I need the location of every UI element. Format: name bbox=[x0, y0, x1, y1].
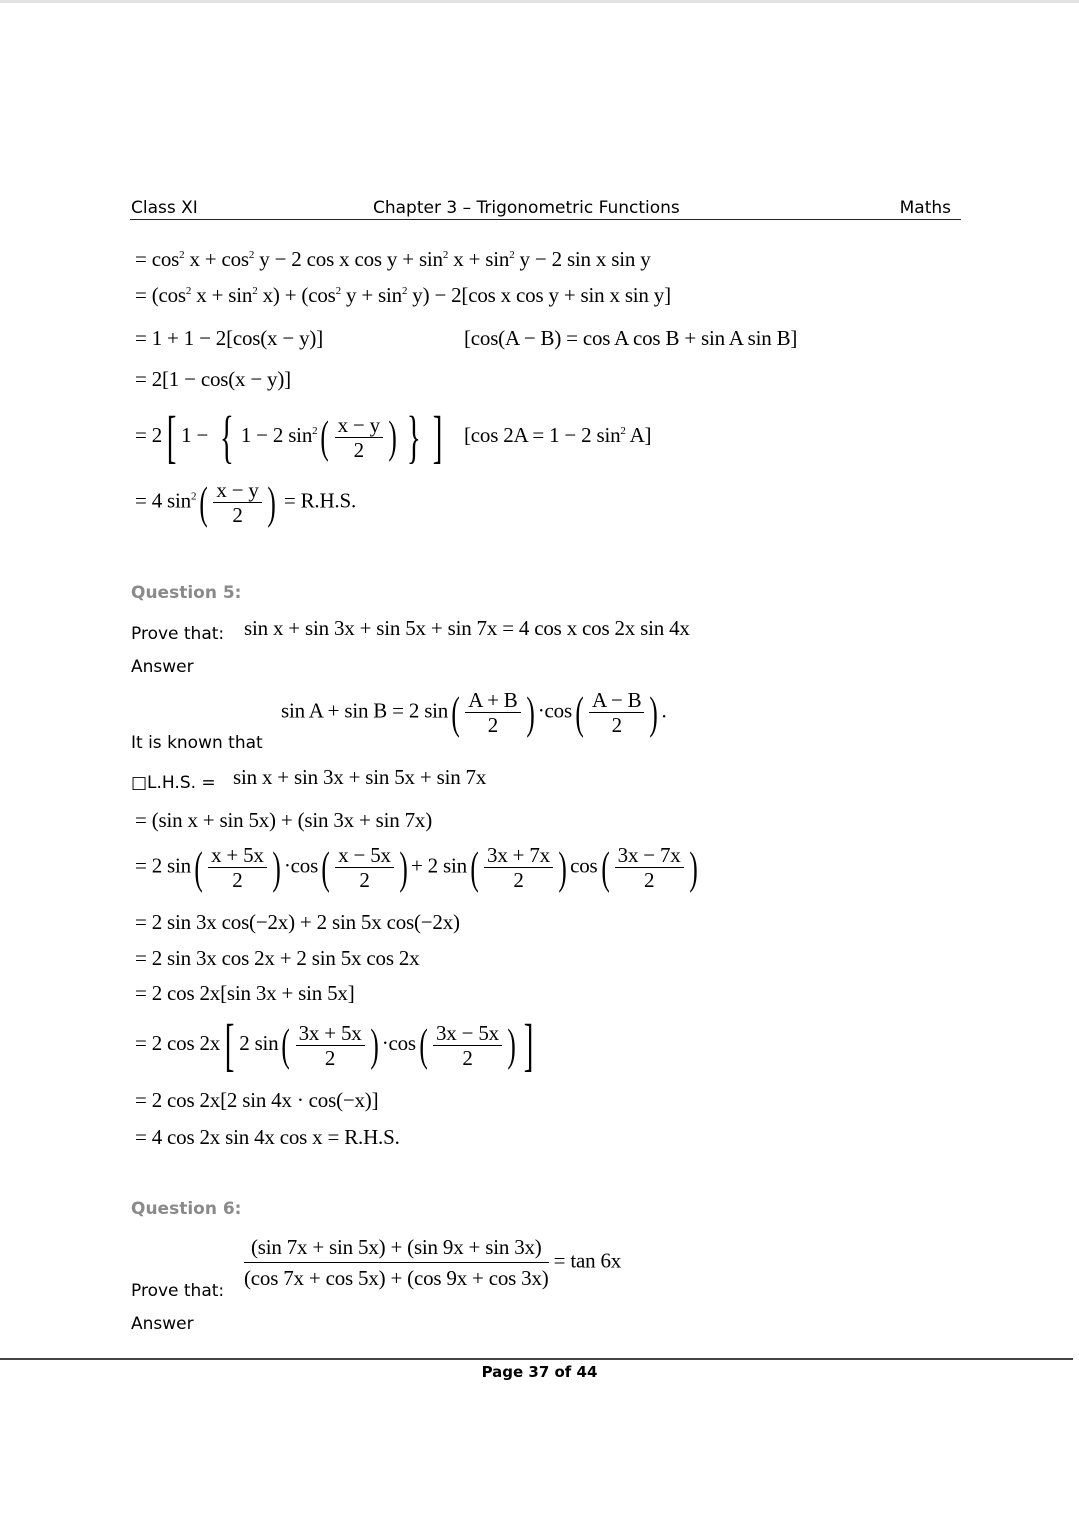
q4-line-3: = 1 + 1 − 2[cos(x − y)] bbox=[135, 326, 323, 350]
header-subject: Maths bbox=[899, 198, 951, 218]
q5-step-6: = 2 cos 2x[ 2 sin( $\frac{3x + 5x}{2}$ ) ·cos( $\frac{3x - 5x}{2}$ ) ] bbox=[135, 1012, 534, 1077]
q5-identity: sin A + sin B = 2 sin( $\frac{A + B}{2}$ ) ·cos( $\frac{A - B}{2}$ ) . bbox=[281, 686, 667, 738]
q5-lhs-label: □L.H.S. = bbox=[131, 773, 216, 793]
question-6-title: Question 6: bbox=[131, 1199, 242, 1219]
page-number: Page 37 of 44 bbox=[481, 1363, 598, 1381]
q5-step-8: = 4 cos 2x sin 4x cos x = R.H.S. bbox=[135, 1125, 400, 1149]
q5-prove-label: Prove that: bbox=[131, 624, 225, 644]
q5-step-4: = 2 sin 3x cos 2x + 2 sin 5x cos 2x bbox=[135, 946, 420, 970]
q4-line-6: = 4 $\sin^2$( $\frac{x - y}{2}$ ) = R.H.S. bbox=[135, 476, 357, 528]
question-5-title: Question 5: bbox=[131, 583, 242, 603]
header-class: Class XI bbox=[131, 198, 198, 218]
q5-step-1: = (sin x + sin 5x) + (sin 3x + sin 7x) bbox=[135, 808, 433, 832]
q5-step-5: = 2 cos 2x[sin 3x + sin 5x] bbox=[135, 981, 355, 1005]
q5-statement: sin x + sin 3x + sin 5x + sin 7x = 4 cos x cos 2x sin 4x bbox=[244, 616, 690, 640]
q5-lhs: sin x + sin 3x + sin 5x + sin 7x bbox=[233, 765, 487, 789]
q4-line-2: = ($\cos^2$ $x + \sin^2 x) + (\cos^2$ $y + \sin^2 y) - 2[\cos$ x cos y + sin x sin y] bbox=[135, 283, 671, 307]
header-chapter: Chapter 3 – Trigonometric Functions bbox=[373, 198, 680, 218]
top-strip bbox=[0, 0, 1079, 3]
q6-denominator: (cos 7x + cos 5x) + (cos 9x + cos 3x) bbox=[244, 1266, 549, 1290]
q5-step-7: = 2 cos 2x[2 sin 4x · cos(−x)] bbox=[135, 1088, 379, 1112]
q6-prove-label: Prove that: bbox=[131, 1281, 225, 1301]
q4-line-1: = $\cos^2 x + \cos^2 y - 2$ cos x $\cos y + \sin^2 x + \sin^2 y - 2$ sin x sin y bbox=[135, 247, 651, 271]
footer-rule bbox=[0, 1358, 1073, 1360]
q4-line-5-note: [cos 2A = 1 − 2 $\sin^2 A$] bbox=[464, 423, 652, 447]
q6-statement bbox=[244, 1232, 621, 1293]
page-header bbox=[130, 197, 961, 220]
q5-known-label: It is known that bbox=[131, 733, 263, 753]
q5-step-2: = 2 sin( $\frac{x + 5x}{2}$ ) ·cos( $\frac{x - 5x}{2}$ ) + 2 sin( $\frac{3x + 7x}{2}$ ) cos( $\frac{3x - 7x}{2}$ ) bbox=[135, 841, 698, 893]
q4-line-4: = 2[1 − cos(x − y)] bbox=[135, 367, 291, 391]
q4-line-3-note: [cos(A − B) = cos A cos B + sin A sin B] bbox=[464, 326, 798, 350]
q6-numerator: (sin 7x + sin 5x) + (sin 9x + sin 3x) bbox=[244, 1232, 549, 1263]
q6-answer-label: Answer bbox=[131, 1314, 194, 1334]
q5-answer-label: Answer bbox=[131, 657, 194, 677]
q4-line-5: = 2[ 1 − { 1 − 2 $\sin^2$( $\frac{x - y}{2}$ ) } ] bbox=[135, 404, 443, 469]
q6-rhs: = tan 6x bbox=[553, 1248, 622, 1273]
q5-step-3: = 2 sin 3x cos(−2x) + 2 sin 5x cos(−2x) bbox=[135, 910, 460, 934]
